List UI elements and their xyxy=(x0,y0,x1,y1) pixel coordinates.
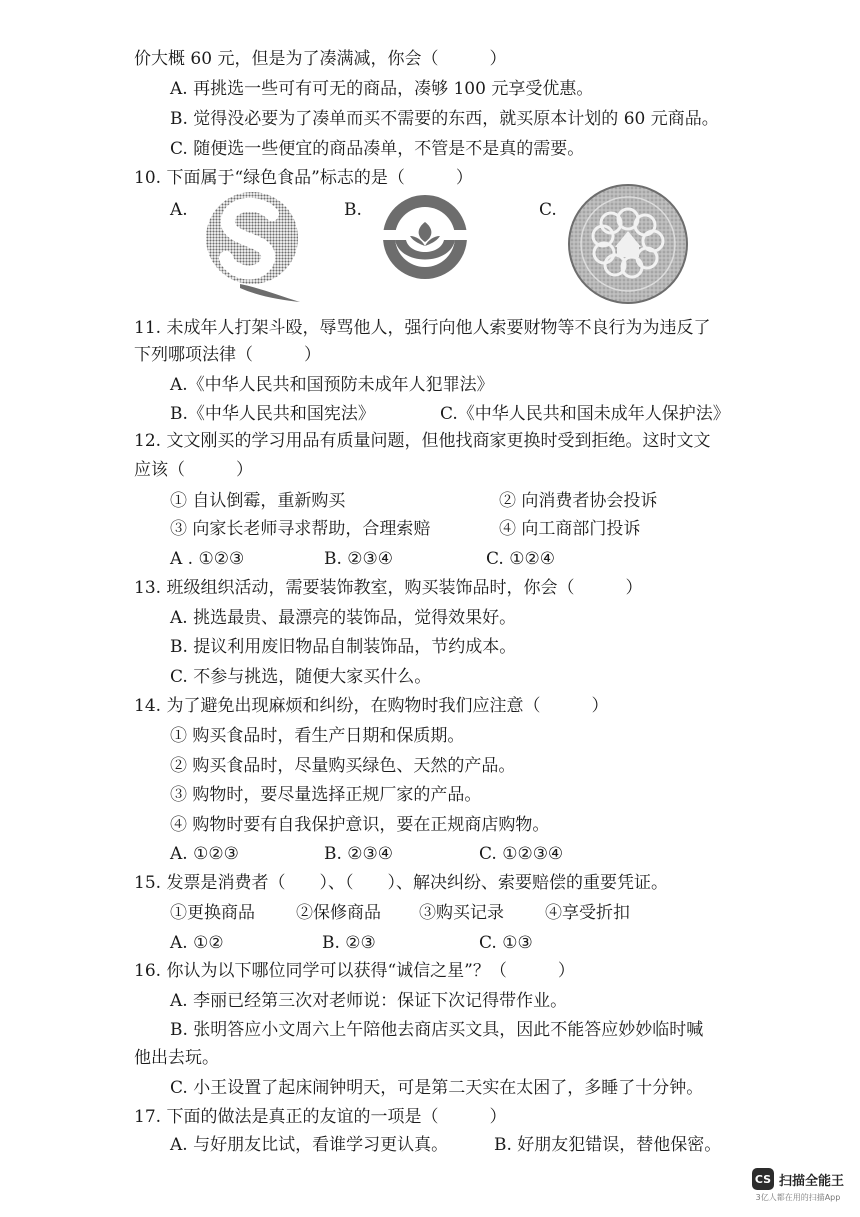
camscanner-watermark xyxy=(752,1168,844,1203)
q15-item-3: ③购买记录 xyxy=(419,903,504,923)
q15-stem: 15. 发票是消费者（ ）、（ ）、解决纠纷、索要赔偿的重要凭证。 xyxy=(134,873,668,893)
q15-item-4: ④享受折扣 xyxy=(545,903,630,923)
qs-quality-logo xyxy=(200,188,304,304)
q17-option-a: A. 与好朋友比试，看谁学习更认真。 xyxy=(170,1135,449,1155)
q17-stem: 17. 下面的做法是真正的友谊的一项是（ ） xyxy=(134,1107,507,1127)
q14-stem: 14. 为了避免出现麻烦和纠纷，在购物时我们应注意（ ） xyxy=(134,696,609,716)
q11-option-a: A.《中华人民共和国预防未成年人犯罪法》 xyxy=(170,375,494,395)
q14-item-1: ① 购买食品时，看生产日期和保质期。 xyxy=(170,726,465,746)
q10-option-a-label: A. xyxy=(170,200,188,220)
q13-option-c: C. 不参与挑选，随便大家买什么。 xyxy=(170,667,432,687)
q13-option-b: B. 提议利用废旧物品自制装饰品，节约成本。 xyxy=(170,637,517,657)
q14-item-2: ② 购买食品时，尽量购买绿色、天然的产品。 xyxy=(170,756,516,776)
q16-stem: 16. 你认为以下哪位同学可以获得“诚信之星”？（ ） xyxy=(134,961,575,981)
q9-stem-continued: 价大概 60 元，但是为了凑满减，你会（ ） xyxy=(134,49,507,69)
green-food-logo xyxy=(378,192,472,282)
q9-option-b: B. 觉得没必要为了凑单而买不需要的东西，就买原本计划的 60 元商品。 xyxy=(170,109,719,129)
q12-item-4: ④ 向工商部门投诉 xyxy=(499,519,641,539)
q15-option-c: C. ①③ xyxy=(479,933,533,953)
q12-option-b: B. ②③④ xyxy=(324,549,394,569)
q12-item-1: ① 自认倒霉，重新购买 xyxy=(170,491,346,511)
camscanner-logo-icon: CS xyxy=(752,1168,774,1190)
q17-option-b: B. 好朋友犯错误，替他保密。 xyxy=(494,1135,722,1155)
q14-option-a: A. ①②③ xyxy=(170,844,239,864)
china-environmental-label-logo xyxy=(567,183,689,305)
q14-item-3: ③ 购物时，要尽量选择正规厂家的产品。 xyxy=(170,785,482,805)
q15-option-b: B. ②③ xyxy=(322,933,376,953)
q12-item-2: ② 向消费者协会投诉 xyxy=(499,491,658,511)
q9-option-a: A. 再挑选一些可有可无的商品，凑够 100 元享受优惠。 xyxy=(170,79,594,99)
q12-item-3: ③ 向家长老师寻求帮助，合理索赔 xyxy=(170,519,431,539)
q11-option-c: C.《中华人民共和国未成年人保护法》 xyxy=(440,404,730,424)
camscanner-tagline: 3亿人都在用的扫描App xyxy=(755,1193,841,1202)
q16-option-b-line2: 他出去玩。 xyxy=(134,1048,219,1068)
q16-option-a: A. 李丽已经第三次对老师说：保证下次记得带作业。 xyxy=(170,991,568,1011)
q12-option-a: A . ①②③ xyxy=(170,549,245,569)
q10-option-c-label: C. xyxy=(539,200,557,220)
q15-option-a: A. ①② xyxy=(170,933,224,953)
camscanner-name: 扫描全能王 xyxy=(778,1173,844,1189)
q12-option-c: C. ①②④ xyxy=(486,549,555,569)
q11-option-b: B.《中华人民共和国宪法》 xyxy=(170,404,375,424)
q16-option-b-line1: B. 张明答应小文周六上午陪他去商店买文具，因此不能答应妙妙临时喊 xyxy=(170,1020,704,1040)
q14-option-b: B. ②③④ xyxy=(324,844,394,864)
q13-stem: 13. 班级组织活动，需要装饰教室，购买装饰品时，你会（ ） xyxy=(134,578,643,598)
q16-option-c: C. 小王设置了起床闹钟明天，可是第二天实在太困了，多睡了十分钟。 xyxy=(170,1078,704,1098)
q15-item-1: ①更换商品 xyxy=(170,903,255,923)
q10-stem: 10. 下面属于“绿色食品”标志的是（ ） xyxy=(134,168,473,188)
q15-item-2: ②保修商品 xyxy=(296,903,381,923)
q14-item-4: ④ 购物时要有自我保护意识，要在正规商店购物。 xyxy=(170,815,550,835)
q9-option-c: C. 随便选一些便宜的商品凑单，不管是不是真的需要。 xyxy=(170,139,585,159)
q11-stem-line1: 11. 未成年人打架斗殴，辱骂他人，强行向他人索要财物等不良行为为违反了 xyxy=(134,318,711,338)
q10-option-b-label: B. xyxy=(344,200,362,220)
q14-option-c: C. ①②③④ xyxy=(479,844,564,864)
q12-stem-line1: 12. 文文刚买的学习用品有质量问题，但他找商家更换时受到拒绝。这时文文 xyxy=(134,431,711,451)
q11-stem-line2: 下列哪项法律（ ） xyxy=(134,345,321,365)
q12-stem-line2: 应该（ ） xyxy=(134,460,253,480)
q13-option-a: A. 挑选最贵、最漂亮的装饰品，觉得效果好。 xyxy=(170,608,517,628)
